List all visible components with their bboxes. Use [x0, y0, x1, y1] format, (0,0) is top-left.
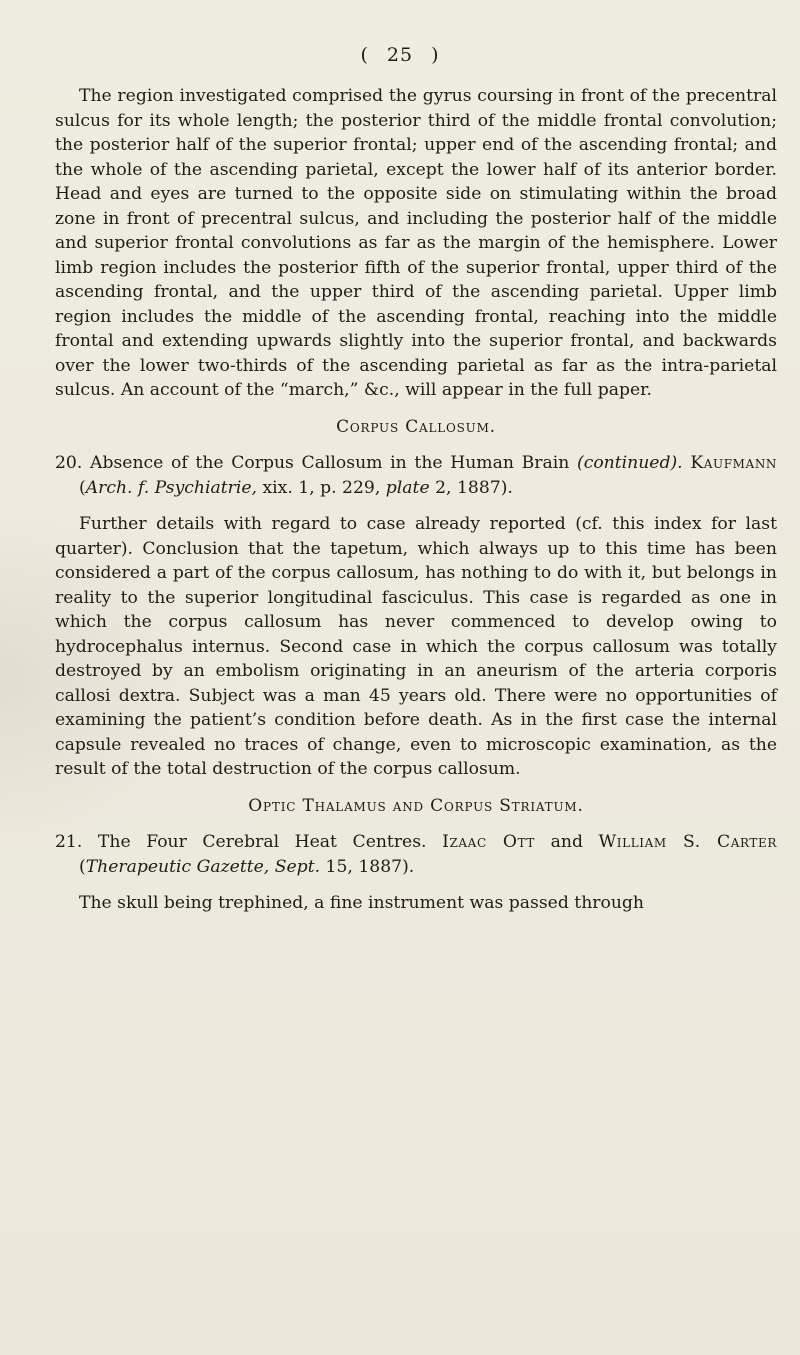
entry-20-journal: Arch. f. Psychiatrie,: [85, 477, 257, 498]
spacer: [55, 879, 777, 891]
paragraph-region-investigated: The region investigated comprised the gyrus coursing in front of the precentral sulcus for its whole length; the posterior third of the middle frontal convolution; the posterior half of the superior frontal; upper end of the ascending frontal; and the whole of the ascending parietal, except the lower half of its anterior border. Head and eyes are turned to the opposite side on stimulating within the broad zone in front of precentral sulcus, and including the posterior half of the middle and superior frontal convolutions as far as the margin of the hemisphere. Lower limb region includes the posterior fifth of the superior frontal, upper third of the ascending frontal, and the upper third of the ascending parietal. Upper limb region includes the middle of the ascending frontal, reaching into the middle frontal and extending upwards slightly into the superior frontal, and backwards over the lower two-thirds of the ascending parietal as far as the intra-parietal sulcus. An account of the “march,” &c., will appear in the full paper.: [55, 86, 777, 400]
entry-20-title: Absence of the Corpus Callosum in the Human Brain: [90, 453, 570, 473]
entry-20-body: Further details with regard to case already reported (cf. this index for last quarter). Conclusion that the tapetum, which always up to this time has been considered a part of the corpus callosum, has nothing to do with it, but belongs in reality to the superior longitudinal fasciculus. This case is regarded as one in which the corpus callosum has never commenced to develop owing to hydrocephalus internus. Second case in which the corpus callosum was totally destroyed by an embolism originating in an aneurism of the arteria corporis callosi dextra. Subject was a man 45 years old. There were no opportunities of examining the patient’s condition before death. As in the first case the internal capsule revealed no traces of change, even to microscopic examination, as the result of the total destruction of the corpus callosum.: [55, 514, 777, 779]
entry-20-journal-open: (: [79, 477, 86, 498]
page-body: [55, 84, 777, 916]
page-number: [0, 44, 800, 66]
page-number-close: ): [431, 44, 440, 66]
entry-21-journal-open: (: [79, 856, 86, 877]
entry-21-body: The skull being trephined, a fine instrument was passed through: [79, 893, 644, 913]
heading-optic-thalamus: Optic Thalamus and Corpus Striatum.: [248, 795, 584, 816]
entry-21-journal: Therapeutic Gazette, Sept.: [85, 856, 321, 877]
spacer: [55, 500, 777, 512]
entry-20-number: 20.: [55, 453, 83, 473]
entry-21-author-2: William S. Carter: [598, 832, 777, 852]
entry-20-citation: [55, 451, 777, 500]
page-number-value: 25: [386, 44, 414, 66]
entry-21-date: 15, 1887).: [325, 856, 415, 877]
entry-21-citation: [55, 830, 777, 879]
entry-21-number: 21.: [55, 832, 83, 852]
heading-corpus-callosum: Corpus Callosum.: [336, 416, 496, 437]
entry-20-continued: (continued).: [576, 453, 683, 473]
entry-20-volume: xix. 1, p. 229,: [262, 477, 381, 498]
entry-20-author: Kaufmann: [690, 453, 778, 473]
entry-21-author-1: Izaac Ott: [442, 832, 536, 852]
entry-21-title: The Four Cerebral Heat Centres.: [97, 832, 427, 852]
page-number-open: (: [360, 44, 369, 66]
entry-20-plate-rest: 2, 1887).: [435, 477, 513, 498]
entry-20-plate: plate: [385, 477, 430, 498]
entry-21-and: and: [550, 832, 583, 852]
